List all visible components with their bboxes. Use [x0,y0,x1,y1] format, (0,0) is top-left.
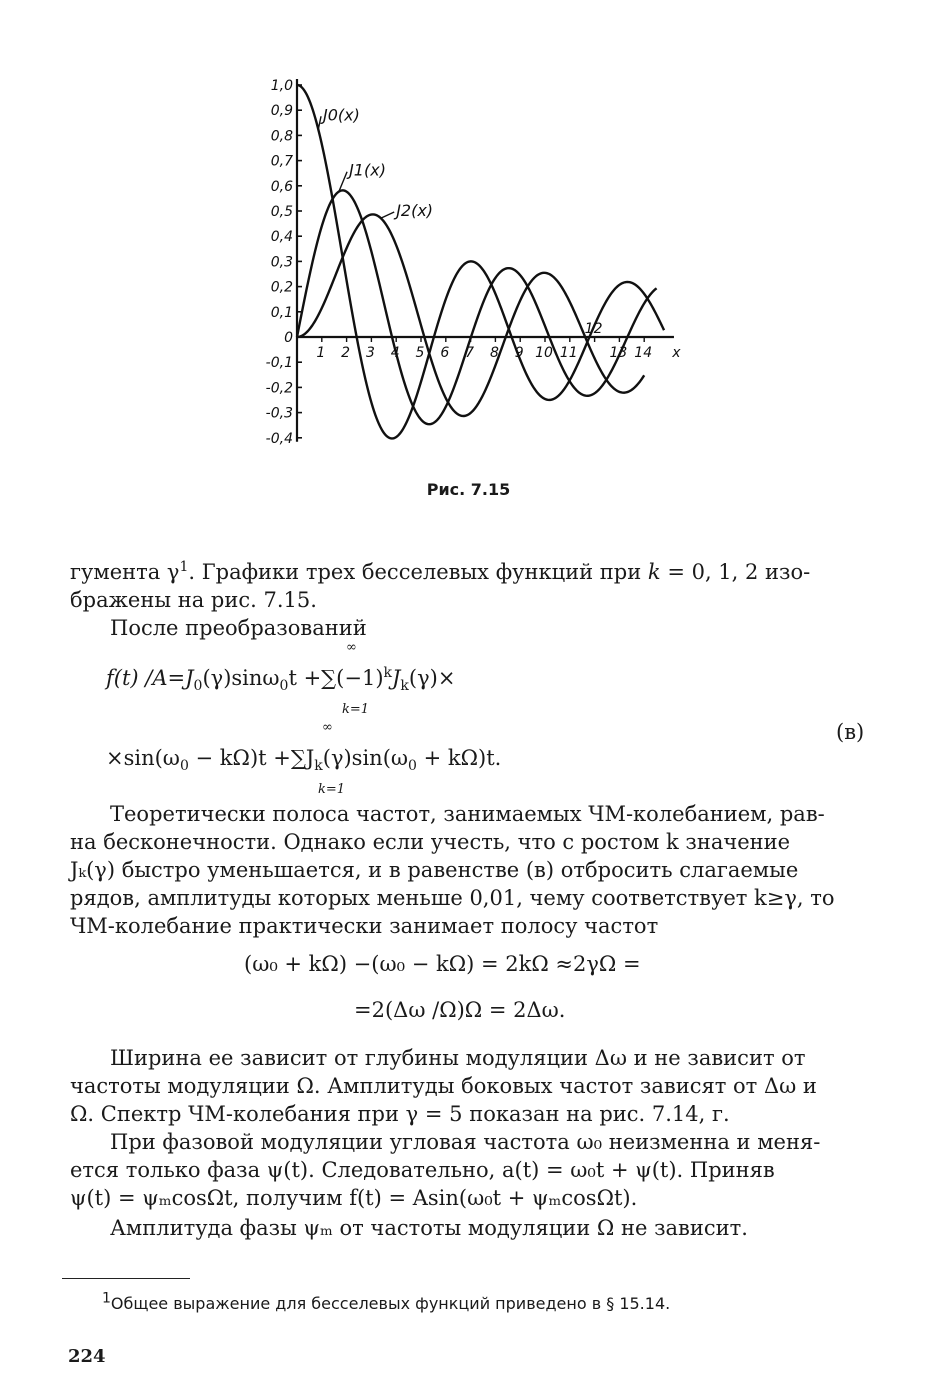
page-number: 224 [68,1346,106,1367]
x-tick-label: 7 [465,345,475,361]
figure-caption: Рис. 7.15 [426,480,511,499]
paragraph-1-line-2: бражены на рис. 7.15. [70,588,317,612]
curve-label-leader [339,172,347,191]
x-tick-label: 5 [415,345,425,361]
y-tick-label: 1,0 [270,78,293,94]
sum-1-upper-limit: ∞ [346,640,357,655]
y-tick-label: 0,3 [270,254,293,271]
y-tick-label: 0 [284,330,293,346]
y-tick-label: 0,1 [270,304,293,321]
x-tick-label: 10 [535,345,553,361]
curve-label-leader [380,212,394,219]
y-tick-label: 0,5 [270,204,293,220]
y-tick-label: -0,4 [265,430,293,447]
x-tick-label: 4 [390,345,400,361]
y-tick-label: 0,4 [270,229,293,246]
y-tick-label: -0,3 [265,405,293,422]
y-tick-label: -0,1 [265,355,293,372]
curve-j2x [297,214,644,416]
y-tick-label: 0,6 [270,178,293,195]
sum-2-lower-limit: k=1 [318,782,346,797]
y-tick-label: 0,7 [270,153,293,170]
curve-label: J0(x) [323,105,360,125]
equation-v-line-2: $\times\sin(\omega_0 - k\Omega)t +\sum J_k(\gamma)\sin(\omega_0 + k\Omega)t$. [106,746,502,775]
sum-1-lower-limit: k=1 [342,702,370,717]
curve-label: J1(x) [349,160,386,180]
curve-label: J2(x) [396,201,434,221]
y-tick-label: 0,9 [270,103,293,120]
sum-2-upper-limit: ∞ [322,720,333,735]
curve-label-leader [318,116,321,130]
x-tick-label: 11 [559,345,578,361]
paragraph-5: При фазовой модуляции угловая частота ω₀ неизменна и меня- ется только фаза ψ(t). Следовательно, a(t) = ω₀t + ψ(t). Приняв ψ(t) = ψₘcosΩt, получим f(t) = Asin(ω₀t + ψₘcosΩt). [70,1130,821,1210]
equation-v-line-1: f(t) $/A=J_0(\gamma)\sin\omega_0t +\sum(-1)^kJ_k(\gamma)\times$ [106,665,456,695]
x-tick-label: 1 [316,345,326,361]
bandwidth-equation-line-2: =2(Δω /Ω)Ω = 2Δω. [354,998,566,1022]
x-tick-label: 9 [514,345,524,361]
paragraph-1-line-1: гумента $\gamma^1$. Графики трех бесселевых функций при k = 0, 1, 2 изо- [70,559,811,584]
equation-tag: (в) [836,720,865,744]
paragraph-6: Амплитуда фазы ψₘ от частоты модуляции Ω не зависит. [110,1216,748,1240]
x-axis-label: x [672,345,681,361]
y-tick-label: 0,2 [270,279,293,296]
bandwidth-equation-line-1: (ω₀ + kΩ) −(ω₀ − kΩ) = 2kΩ ≈2γΩ = [244,952,641,976]
paragraph-4: Ширина ее зависит от глубины модуляции Δω и не зависит от частоты модуляции Ω. Амплитуды боковых частот зависят от Δω и Ω. Спектр ЧМ-колебания при γ = 5 показан на рис. 7.14, г. [70,1046,817,1126]
x-tick-label: 13 [609,345,628,361]
x-tick-label: 8 [489,345,499,361]
y-tick-label: -0,2 [265,380,293,397]
x-tick-label: 12 [584,321,603,337]
curve-j0x [297,85,664,438]
y-tick-label: 0,8 [270,128,293,145]
x-tick-label: 14 [634,345,653,361]
footnote: $^1$Общее выражение для бесселевых функций приведено в § 15.14. [102,1290,671,1313]
footnote-rule [62,1278,190,1279]
bessel-chart [240,60,700,460]
paragraph-2: После преобразований [110,616,367,640]
x-tick-label: 3 [365,345,375,361]
paragraph-1 [70,558,870,614]
paragraph-3: Теоретически полоса частот, занимаемых ЧМ-колебанием, рав- на бесконечности. Однако если учесть, что с ростом k значение Jₖ(γ) быстро уменьшается, и в равенстве (в) отбросить слагаемые рядов, амплитуды которых меньше 0,01, чему соответствует k≥γ, то ЧМ-колебание практически занимает полосу частот [70,802,835,938]
x-tick-label: 2 [341,345,351,361]
bessel-functions-figure [240,60,700,460]
x-tick-label: 6 [440,345,450,361]
